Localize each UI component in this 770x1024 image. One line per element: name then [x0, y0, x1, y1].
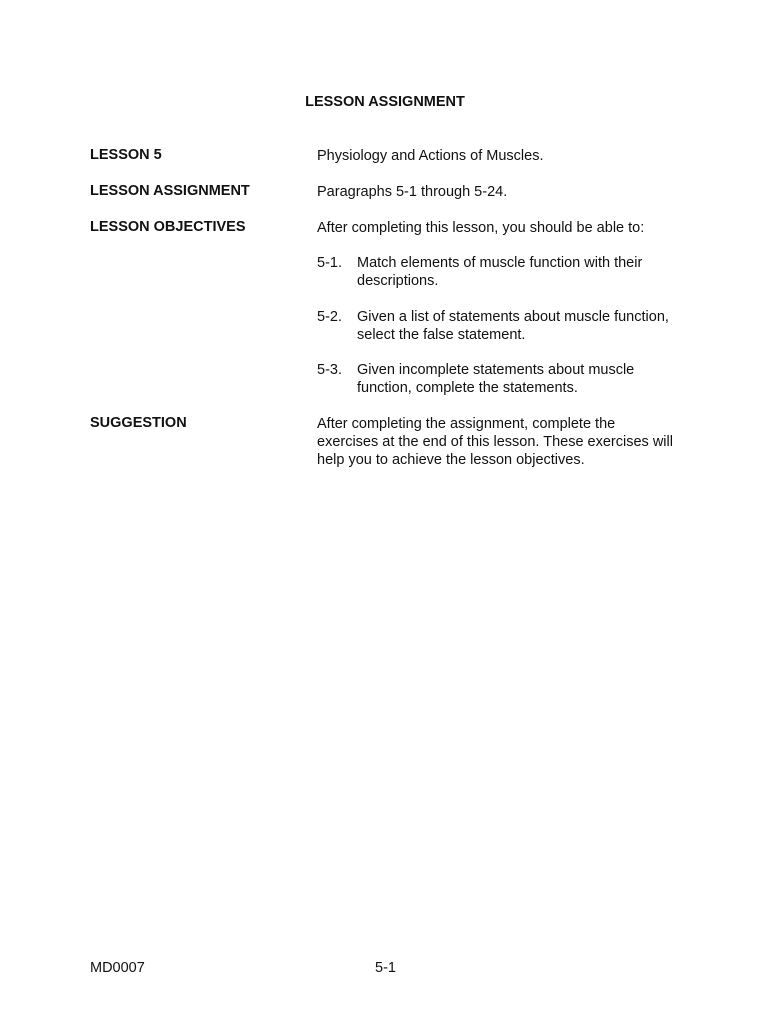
lesson-label: LESSON 5	[90, 147, 162, 163]
footer-page-number: 5-1	[375, 960, 396, 976]
objective-item-3	[317, 361, 677, 397]
assignment-label: LESSON ASSIGNMENT	[90, 183, 250, 199]
suggestion-label: SUGGESTION	[90, 415, 187, 431]
footer-doc-id: MD0007	[90, 960, 145, 976]
objective-item-2	[317, 308, 677, 344]
objective-number: 5-2.	[317, 309, 342, 325]
objective-text: Given a list of statements about muscle function, select the false statement.	[357, 309, 669, 343]
objective-text: Match elements of muscle function with their descriptions.	[357, 255, 643, 289]
objective-number: 5-1.	[317, 255, 342, 271]
objective-text: Given incomplete statements about muscle function, complete the statements.	[357, 362, 635, 396]
suggestion-value: After completing the assignment, complete the exercises at the end of this lesson. These exercises will help you to achieve the lesson objectives.	[317, 416, 673, 468]
lesson-value: Physiology and Actions of Muscles.	[317, 148, 544, 164]
objectives-label: LESSON OBJECTIVES	[90, 219, 246, 235]
objective-number: 5-3.	[317, 362, 342, 378]
objective-item-1	[317, 254, 677, 290]
objectives-intro: After completing this lesson, you should be able to:	[317, 220, 645, 236]
page-title: LESSON ASSIGNMENT	[305, 94, 465, 110]
assignment-value: Paragraphs 5-1 through 5-24.	[317, 184, 508, 200]
